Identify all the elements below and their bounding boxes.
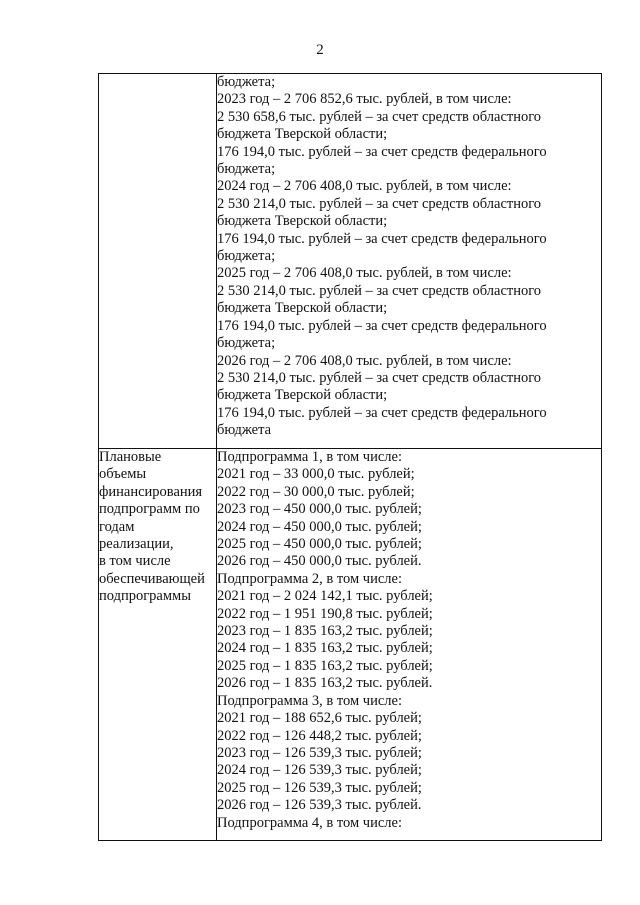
cell-text-line: бюджета;: [217, 335, 276, 352]
cell-text-line: 2026 год – 126 539,3 тыс. рублей.: [217, 797, 422, 814]
cell-text-line: 2022 год – 126 448,2 тыс. рублей;: [217, 727, 422, 744]
cell-text-line: 2025 год – 126 539,3 тыс. рублей;: [217, 779, 422, 796]
cell-text-line: 2021 год – 188 652,6 тыс. рублей;: [217, 710, 422, 727]
cell-text-line: 2025 год – 2 706 408,0 тыс. рублей, в том числе:: [217, 265, 512, 282]
cell-text-line: 2024 год – 2 706 408,0 тыс. рублей, в том числе:: [217, 178, 512, 195]
row-label-cell: [99, 74, 217, 449]
cell-text-line: 2023 год – 450 000,0 тыс. рублей;: [217, 501, 422, 518]
table-row: [99, 74, 602, 449]
cell-text-line: 2023 год – 2 706 852,6 тыс. рублей, в том числе:: [217, 91, 512, 108]
cell-text-line: 2024 год – 1 835 163,2 тыс. рублей;: [217, 640, 433, 657]
cell-text-line: 176 194,0 тыс. рублей – за счет средств федерального: [217, 230, 547, 247]
cell-text-line: Плановые: [99, 449, 162, 465]
table-row: [99, 449, 602, 841]
cell-text-line: 2025 год – 1 835 163,2 тыс. рублей;: [217, 657, 433, 674]
cell-text-line: 2022 год – 30 000,0 тыс. рублей;: [217, 483, 415, 500]
cell-text-line: 2024 год – 450 000,0 тыс. рублей;: [217, 518, 422, 535]
cell-text-line: Подпрограмма 1, в том числе:: [217, 449, 402, 465]
cell-text-line: 2026 год – 2 706 408,0 тыс. рублей, в том числе:: [217, 352, 512, 369]
cell-text-line: 2022 год – 1 951 190,8 тыс. рублей;: [217, 605, 433, 622]
cell-text-line: бюджета;: [217, 248, 276, 265]
cell-text-line: бюджета Тверской области;: [217, 213, 388, 230]
cell-text-line: 2 530 214,0 тыс. рублей – за счет средств областного: [217, 195, 542, 212]
cell-text-line: 2023 год – 126 539,3 тыс. рублей;: [217, 744, 422, 761]
cell-text-line: 2026 год – 450 000,0 тыс. рублей.: [217, 553, 422, 570]
cell-text-line: бюджета Тверской области;: [217, 387, 388, 404]
cell-text-line: 176 194,0 тыс. рублей – за счет средств федерального: [217, 143, 547, 160]
row-content-cell: [217, 74, 602, 449]
page-number: 2: [316, 42, 324, 58]
cell-text-line: финансирования: [99, 483, 203, 500]
cell-text-line: реализации,: [99, 536, 174, 553]
cell-text-line: подпрограммы: [99, 588, 191, 605]
cell-text-line: обеспечивающей: [99, 570, 205, 587]
cell-text-line: 2021 год – 2 024 142,1 тыс. рублей;: [217, 588, 433, 605]
cell-text-line: бюджета;: [217, 161, 276, 178]
cell-text-line: в том числе: [99, 553, 171, 570]
cell-text-line: Подпрограмма 3, в том числе:: [217, 692, 402, 709]
cell-text-line: бюджета Тверской области;: [217, 126, 388, 143]
cell-text-line: 2026 год – 1 835 163,2 тыс. рублей.: [217, 675, 433, 692]
cell-text-line: 176 194,0 тыс. рублей – за счет средств федерального: [217, 317, 547, 334]
cell-text-line: Подпрограмма 4, в том числе:: [217, 814, 402, 831]
cell-text-line: бюджета;: [217, 74, 276, 90]
cell-text-line: 176 194,0 тыс. рублей – за счет средств федерального: [217, 404, 547, 421]
cell-text-line: 2 530 214,0 тыс. рублей – за счет средств областного: [217, 282, 542, 299]
cell-text-line: 2 530 214,0 тыс. рублей – за счет средств областного: [217, 369, 542, 386]
cell-text-line: 2024 год – 126 539,3 тыс. рублей;: [217, 762, 422, 779]
cell-text-line: подпрограмм по: [99, 501, 200, 518]
cell-text-line: Подпрограмма 2, в том числе:: [217, 570, 402, 587]
cell-text-line: годам: [99, 518, 135, 535]
cell-text-line: 2025 год – 450 000,0 тыс. рублей;: [217, 536, 422, 553]
cell-text-line: 2 530 658,6 тыс. рублей – за счет средств областного: [217, 108, 542, 125]
row-label-cell: [99, 449, 217, 841]
cell-text-line: бюджета: [217, 422, 272, 439]
cell-text-line: 2021 год – 33 000,0 тыс. рублей;: [217, 466, 415, 483]
cell-text-line: объемы: [99, 466, 147, 483]
row-content-cell: [217, 449, 602, 841]
cell-text-line: 2023 год – 1 835 163,2 тыс. рублей;: [217, 623, 433, 640]
cell-text-line: бюджета Тверской области;: [217, 300, 388, 317]
program-table: [98, 73, 602, 841]
